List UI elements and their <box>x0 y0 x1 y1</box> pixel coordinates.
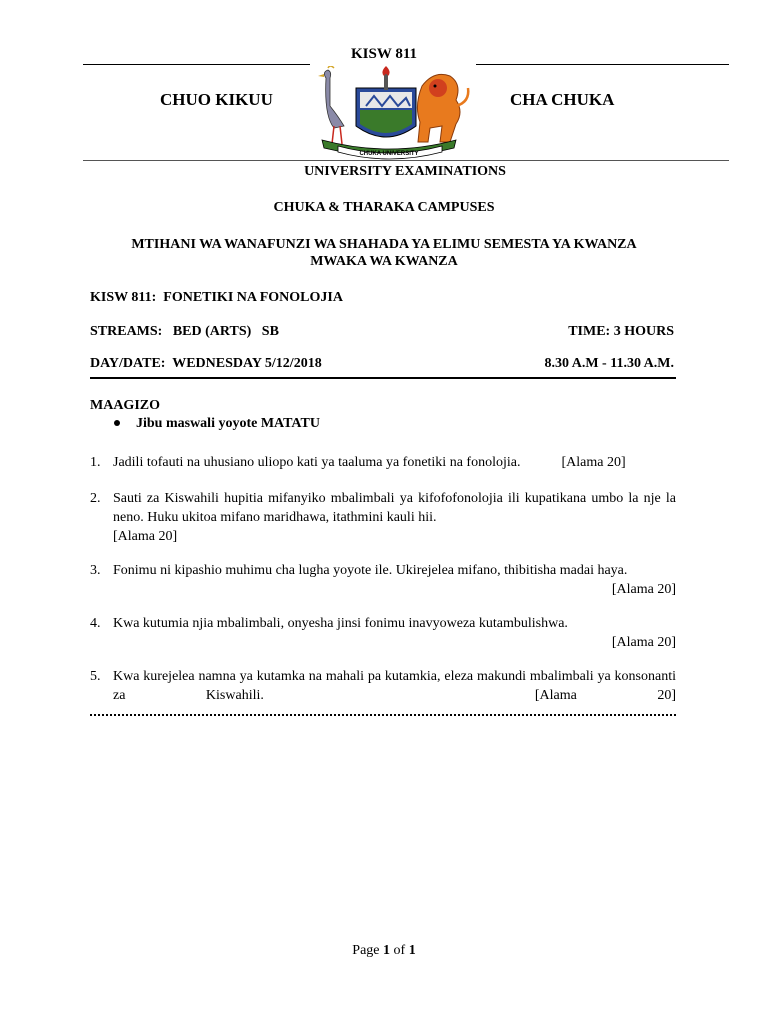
question-marks: [Alama 20] <box>534 688 677 703</box>
instructions-heading: MAAGIZO <box>90 398 160 413</box>
campuses-heading: CHUKA & THARAKA CAMPUSES <box>273 200 495 215</box>
question-number: 1. <box>90 455 101 470</box>
page-of: of <box>393 943 406 958</box>
question-1 <box>90 453 676 472</box>
university-name-left: CHUO KIKUU <box>160 90 273 109</box>
course-title: KISW 811: FONETIKI NA FONOLOJIA <box>90 290 343 305</box>
streams-info: STREAMS: BED (ARTS) SB <box>90 324 279 339</box>
question-text: Kwa kurejelea namna ya kutamka na mahali pa kutamkia, eleza makundi mbalimbali ya konsonanti za Kiswahili. <box>113 669 676 703</box>
question-3 <box>90 561 676 599</box>
question-marks: [Alama 20] <box>611 635 676 650</box>
question-2 <box>90 489 676 546</box>
chuka-university-logo <box>304 66 474 162</box>
header-rule-left <box>83 64 310 65</box>
question-text: Sauti za Kiswahili hupitia mifanyiko mbalimbali ya kifofofonolojia ili kupatikana umbo la nje la neno. Huku ukitoa mifano maridhawa, itathmini kauli hii. <box>113 491 676 525</box>
time-range-info: 8.30 A.M - 11.30 A.M. <box>544 356 674 371</box>
question-number: 3. <box>90 563 101 578</box>
header-rule-right <box>476 64 729 65</box>
program-heading-line1: MTIHANI WA WANAFUNZI WA SHAHADA YA ELIMU SEMESTA YA KWANZA <box>131 237 637 252</box>
end-dotted-rule <box>90 714 676 716</box>
question-text: Fonimu ni kipashio muhimu cha lugha yoyote ile. Ukirejelea mifano, thibitisha madai haya. <box>113 563 628 578</box>
question-marks: [Alama 20] <box>113 529 178 544</box>
bullet-icon <box>114 420 120 426</box>
exam-title: UNIVERSITY EXAMINATIONS <box>304 164 506 179</box>
program-heading-line2: MWAKA WA KWANZA <box>310 254 458 269</box>
date-info: DAY/DATE: WEDNESDAY 5/12/2018 <box>90 356 322 371</box>
instruction-text: Jibu maswali yoyote MATATU <box>136 416 320 431</box>
question-5 <box>90 667 676 705</box>
page-word: Page <box>352 943 380 958</box>
question-4 <box>90 614 676 652</box>
question-text: Jadili tofauti na uhusiano uliopo kati ya taaluma ya fonetiki na fonolojia. <box>113 455 521 470</box>
logo-motto-text: CHUKA UNIVERSITY <box>359 151 419 157</box>
page-current: 1 <box>383 943 391 958</box>
question-marks: [Alama 20] <box>561 455 626 470</box>
question-text: Kwa kutumia njia mbalimbali, onyesha jinsi fonimu inavyoweza kutambulishwa. <box>113 616 568 631</box>
header-rule-bottom <box>83 160 729 161</box>
question-number: 2. <box>90 491 101 506</box>
university-name-right: CHA CHUKA <box>510 90 615 109</box>
question-number: 4. <box>90 616 101 631</box>
question-number: 5. <box>90 669 101 684</box>
info-rule <box>90 377 676 379</box>
page-number-footer <box>0 943 768 959</box>
question-marks: [Alama 20] <box>611 582 676 597</box>
duration-info: TIME: 3 HOURS <box>568 324 674 339</box>
page-total: 1 <box>408 943 416 958</box>
course-code-header: KISW 811 <box>351 46 417 62</box>
